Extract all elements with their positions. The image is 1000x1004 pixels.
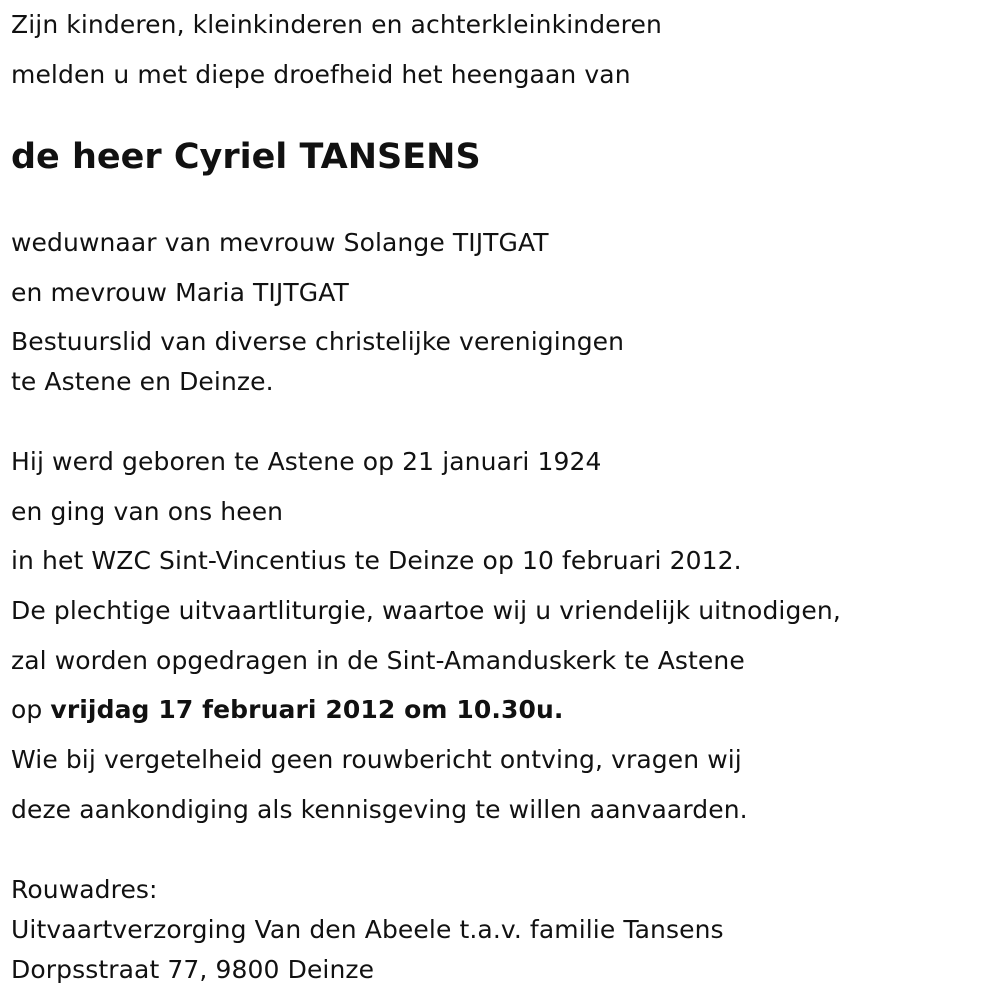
intro-line-2: melden u met diepe droefheid het heengaan van [11,60,631,89]
relation-line-4: te Astene en Deinze. [11,367,274,396]
invite-line: De plechtige uitvaartliturgie, waartoe wij u vriendelijk uitnodigen, [11,596,841,625]
address-line-2: Dorpsstraat 77, 9800 Deinze [11,955,375,984]
church-line: zal worden opgedragen in de Sint-Amanduskerk te Astene [11,646,745,675]
relation-line-1: weduwnaar van mevrouw Solange TIJTGAT [11,228,549,257]
service-prefix: op [11,695,51,724]
service-line [11,695,563,725]
notice-line-2: deze aankondiging als kennisgeving te willen aanvaarden. [11,795,748,824]
intro-line-1: Zijn kinderen, kleinkinderen en achterkleinkinderen [11,10,662,39]
address-label: Rouwadres: [11,875,158,904]
notice-line-1: Wie bij vergetelheid geen rouwbericht ontving, vragen wij [11,745,742,774]
relation-line-2: en mevrouw Maria TIJTGAT [11,278,349,307]
born-line: Hij werd geboren te Astene op 21 januari 1924 [11,447,602,476]
address-line-1: Uitvaartverzorging Van den Abeele t.a.v. familie Tansens [11,915,724,944]
passed-line: en ging van ons heen [11,497,284,526]
place-date-line: in het WZC Sint-Vincentius te Deinze op 10 februari 2012. [11,546,742,575]
service-datetime: vrijdag 17 februari 2012 om 10.30u. [50,695,564,724]
deceased-name: de heer Cyriel TANSENS [11,137,481,177]
relation-line-3: Bestuurslid van diverse christelijke verenigingen [11,327,625,356]
